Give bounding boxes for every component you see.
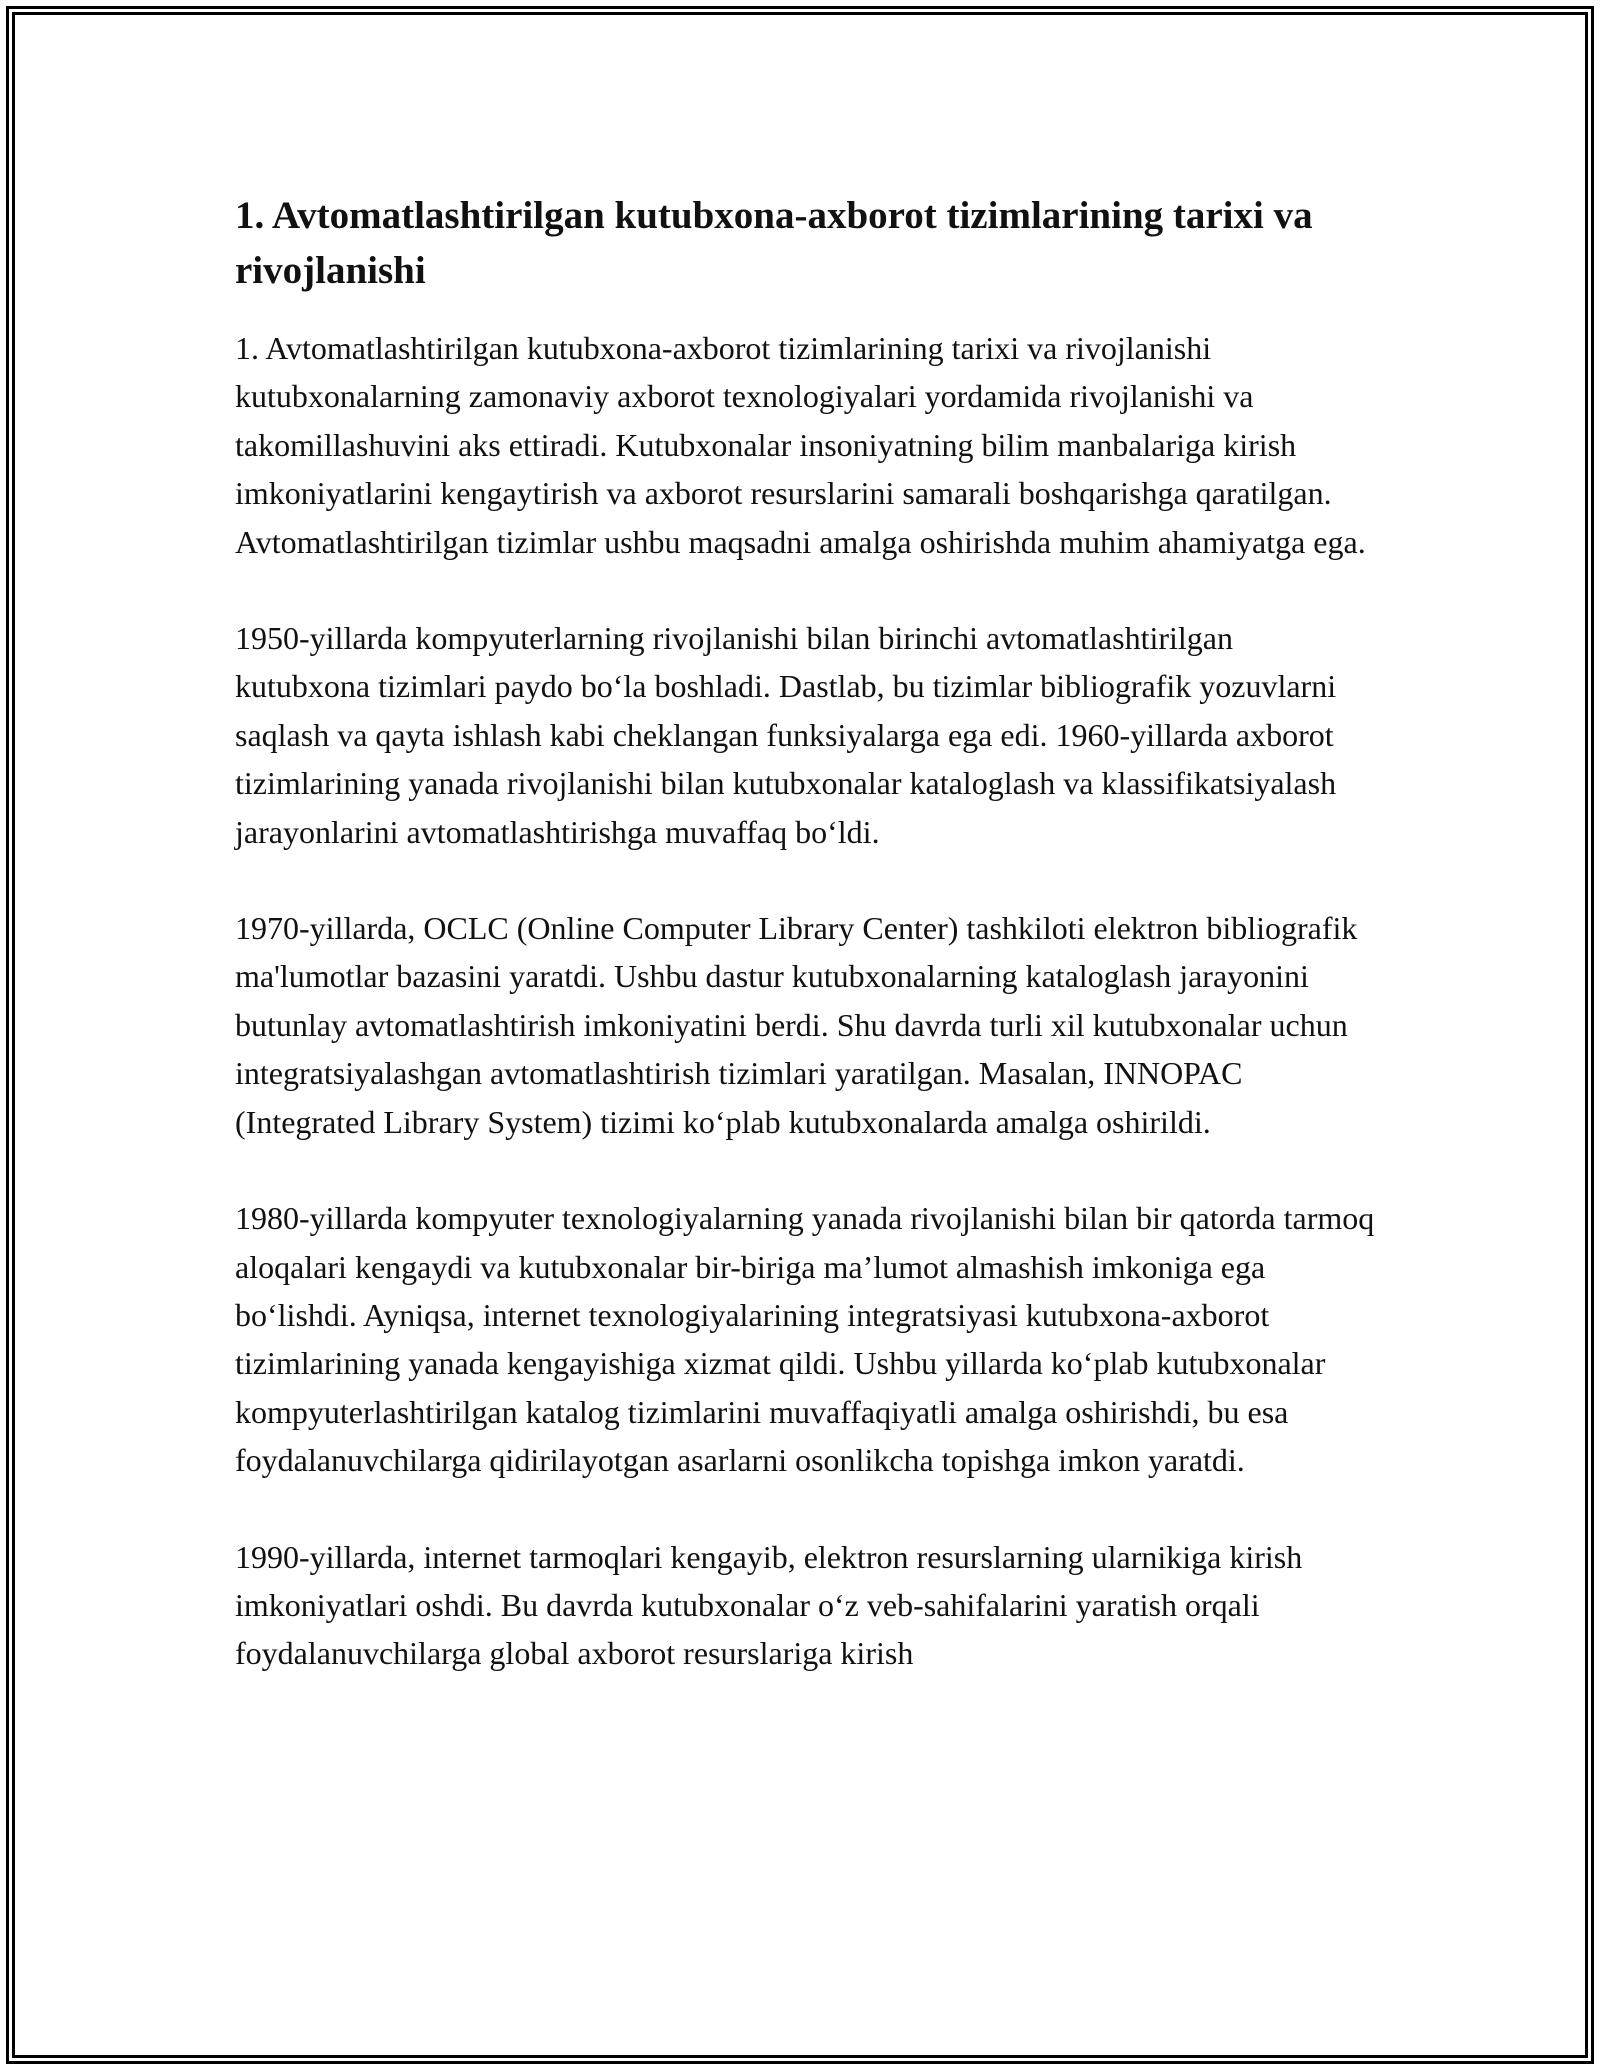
- paragraph-1950s: 1950-yillarda kompyuterlarning rivojlanishi bilan birinchi avtomatlashtirilgan kutubxona tizimlari paydo bo‘la boshladi. Dastlab, bu tizimlar bibliografik yozuvlarni saqlash va qayta ishlash kabi cheklangan funksiyalarga ega edi. 1960-yillarda axborot tizimlarining yanada rivojlanishi bilan kutubxonalar kataloglash va klassifikatsiyalash jarayonlarini avtomatlashtirishga muvaffaq bo‘ldi.: [235, 620, 1337, 850]
- section-heading: 1. Avtomatlashtirilgan kutubxona-axborot tizimlarining tarixi va rivojlanishi: [235, 194, 1313, 292]
- paragraph-1990s: 1990-yillarda, internet tarmoqlari kengayib, elektron resurslarning ularnikiga kirish imkoniyatlari oshdi. Bu davrda kutubxonalar o‘z veb-sahifalarini yaratish orqali foydalanuvchilarga global axborot resurslariga kirish: [235, 1538, 1303, 1672]
- paragraph-1970s: 1970-yillarda, OCLC (Online Computer Library Center) tashkiloti elektron bibliografik ma'lumotlar bazasini yaratdi. Ushbu dastur kutubxonalarning kataloglash jarayonini butunlay avtomatlashtirish imkoniyatini berdi. Shu davrda turli xil kutubxonalar uchun integratsiyalashgan avtomatlashtirish tizimlari yaratilgan. Masalan, INNOPAC (Integrated Library System) tizimi ko‘plab kutubxonalarda amalga oshirildi.: [235, 910, 1358, 1140]
- document-body: [235, 188, 1375, 1726]
- paragraph-intro: 1. Avtomatlashtirilgan kutubxona-axborot tizimlarining tarixi va rivojlanishi kutubxonalarning zamonaviy axborot texnologiyalari yordamida rivojlanishi va takomillashuvini aks ettiradi. Kutubxonalar insoniyatning bilim manbalariga kirish imkoniyatlarini kengaytirish va axborot resurslarini samarali boshqarishga qaratilgan. Avtomatlashtirilgan tizimlar ushbu maqsadni amalga oshirishda muhim ahamiyatga ega.: [235, 330, 1366, 560]
- paragraph-1980s: 1980-yillarda kompyuter texnologiyalarning yanada rivojlanishi bilan bir qatorda tarmoq aloqalari kengaydi va kutubxonalar bir-biriga ma’lumot almashish imkoniga ega bo‘lishdi. Ayniqsa, internet texnologiyalarining integratsiyasi kutubxona-axborot tizimlarining yanada kengayishiga xizmat qildi. Ushbu yillarda ko‘plab kutubxonalar kompyuterlashtirilgan katalog tizimlarini muvaffaqiyatli amalga oshirishdi, bu esa foydalanuvchilarga qidirilayotgan asarlarni osonlikcha topishga imkon yaratdi.: [235, 1200, 1375, 1479]
